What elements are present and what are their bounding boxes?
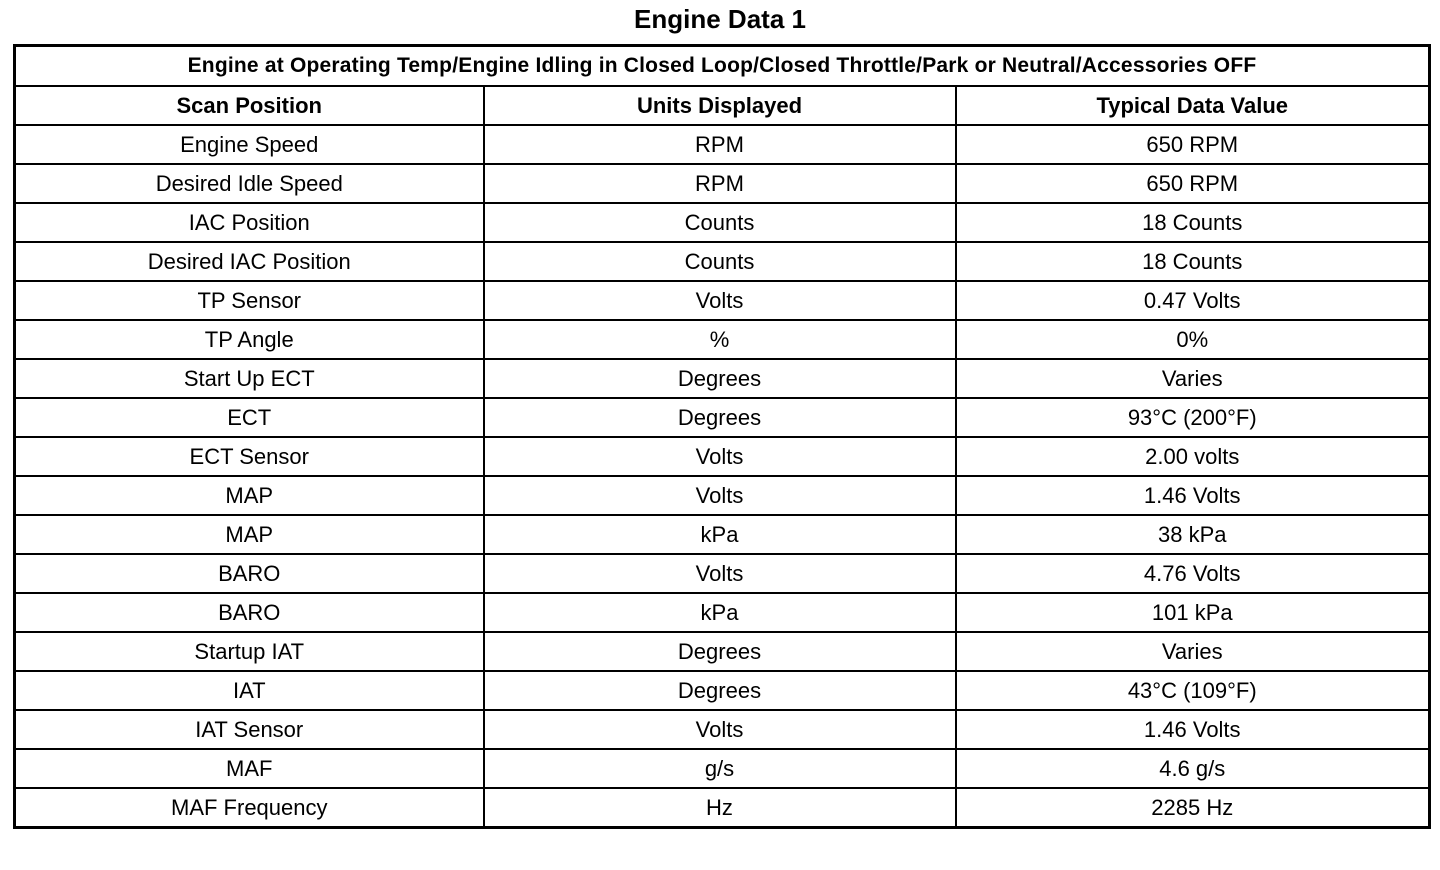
scan-position-cell: Start Up ECT xyxy=(15,359,484,398)
units-cell: Volts xyxy=(484,281,956,320)
units-cell: RPM xyxy=(484,125,956,164)
typical-value-cell: 4.6 g/s xyxy=(956,749,1430,788)
units-cell: RPM xyxy=(484,164,956,203)
units-cell: Degrees xyxy=(484,632,956,671)
scan-position-cell: Startup IAT xyxy=(15,632,484,671)
scan-position-cell: BARO xyxy=(15,593,484,632)
typical-value-cell: 18 Counts xyxy=(956,242,1430,281)
typical-value-cell: 650 RPM xyxy=(956,125,1430,164)
units-cell: Counts xyxy=(484,242,956,281)
table-row xyxy=(15,320,1430,359)
typical-value-cell: 650 RPM xyxy=(956,164,1430,203)
table-row xyxy=(15,359,1430,398)
typical-value-cell: 1.46 Volts xyxy=(956,710,1430,749)
header-row xyxy=(15,86,1430,125)
table-row xyxy=(15,437,1430,476)
scan-position-cell: MAF Frequency xyxy=(15,788,484,828)
typical-value-cell: 43°C (109°F) xyxy=(956,671,1430,710)
scan-position-cell: TP Sensor xyxy=(15,281,484,320)
scan-position-cell: Desired IAC Position xyxy=(15,242,484,281)
column-header-units-displayed: Units Displayed xyxy=(484,86,956,125)
table-row xyxy=(15,398,1430,437)
typical-value-cell: Varies xyxy=(956,632,1430,671)
typical-value-cell: 2285 Hz xyxy=(956,788,1430,828)
units-cell: Volts xyxy=(484,437,956,476)
table-row xyxy=(15,242,1430,281)
units-cell: Counts xyxy=(484,203,956,242)
typical-value-cell: 0.47 Volts xyxy=(956,281,1430,320)
table-row xyxy=(15,632,1430,671)
units-cell: Volts xyxy=(484,710,956,749)
table-row xyxy=(15,671,1430,710)
typical-value-cell: Varies xyxy=(956,359,1430,398)
scan-position-cell: TP Angle xyxy=(15,320,484,359)
scan-position-cell: IAT Sensor xyxy=(15,710,484,749)
scan-position-cell: IAT xyxy=(15,671,484,710)
engine-data-table xyxy=(13,44,1431,829)
table-row xyxy=(15,281,1430,320)
typical-value-cell: 93°C (200°F) xyxy=(956,398,1430,437)
table-row xyxy=(15,515,1430,554)
column-header-scan-position: Scan Position xyxy=(15,86,484,125)
units-cell: Volts xyxy=(484,476,956,515)
table-row xyxy=(15,710,1430,749)
units-cell: kPa xyxy=(484,593,956,632)
table-row xyxy=(15,203,1430,242)
scan-position-cell: MAP xyxy=(15,476,484,515)
table-row xyxy=(15,476,1430,515)
table-row xyxy=(15,164,1430,203)
units-cell: g/s xyxy=(484,749,956,788)
table-row xyxy=(15,554,1430,593)
scan-position-cell: BARO xyxy=(15,554,484,593)
units-cell: Hz xyxy=(484,788,956,828)
page-title: Engine Data 1 xyxy=(634,4,806,34)
units-cell: Degrees xyxy=(484,398,956,437)
condition-row xyxy=(15,46,1430,87)
typical-value-cell: 0% xyxy=(956,320,1430,359)
scan-position-cell: ECT Sensor xyxy=(15,437,484,476)
typical-value-cell: 1.46 Volts xyxy=(956,476,1430,515)
typical-value-cell: 101 kPa xyxy=(956,593,1430,632)
typical-value-cell: 2.00 volts xyxy=(956,437,1430,476)
condition-cell: Engine at Operating Temp/Engine Idling in Closed Loop/Closed Throttle/Park or Neutral/Accessories OFF xyxy=(15,46,1430,87)
scan-position-cell: MAP xyxy=(15,515,484,554)
units-cell: kPa xyxy=(484,515,956,554)
typical-value-cell: 38 kPa xyxy=(956,515,1430,554)
scan-position-cell: Engine Speed xyxy=(15,125,484,164)
scan-position-cell: MAF xyxy=(15,749,484,788)
scan-position-cell: IAC Position xyxy=(15,203,484,242)
table-row xyxy=(15,749,1430,788)
table-row xyxy=(15,788,1430,828)
units-cell: Volts xyxy=(484,554,956,593)
typical-value-cell: 18 Counts xyxy=(956,203,1430,242)
scan-position-cell: Desired Idle Speed xyxy=(15,164,484,203)
typical-value-cell: 4.76 Volts xyxy=(956,554,1430,593)
scan-position-cell: ECT xyxy=(15,398,484,437)
units-cell: Degrees xyxy=(484,671,956,710)
units-cell: Degrees xyxy=(484,359,956,398)
column-header-typical-data-value: Typical Data Value xyxy=(956,86,1430,125)
table-row xyxy=(15,593,1430,632)
table-row xyxy=(15,125,1430,164)
units-cell: % xyxy=(484,320,956,359)
